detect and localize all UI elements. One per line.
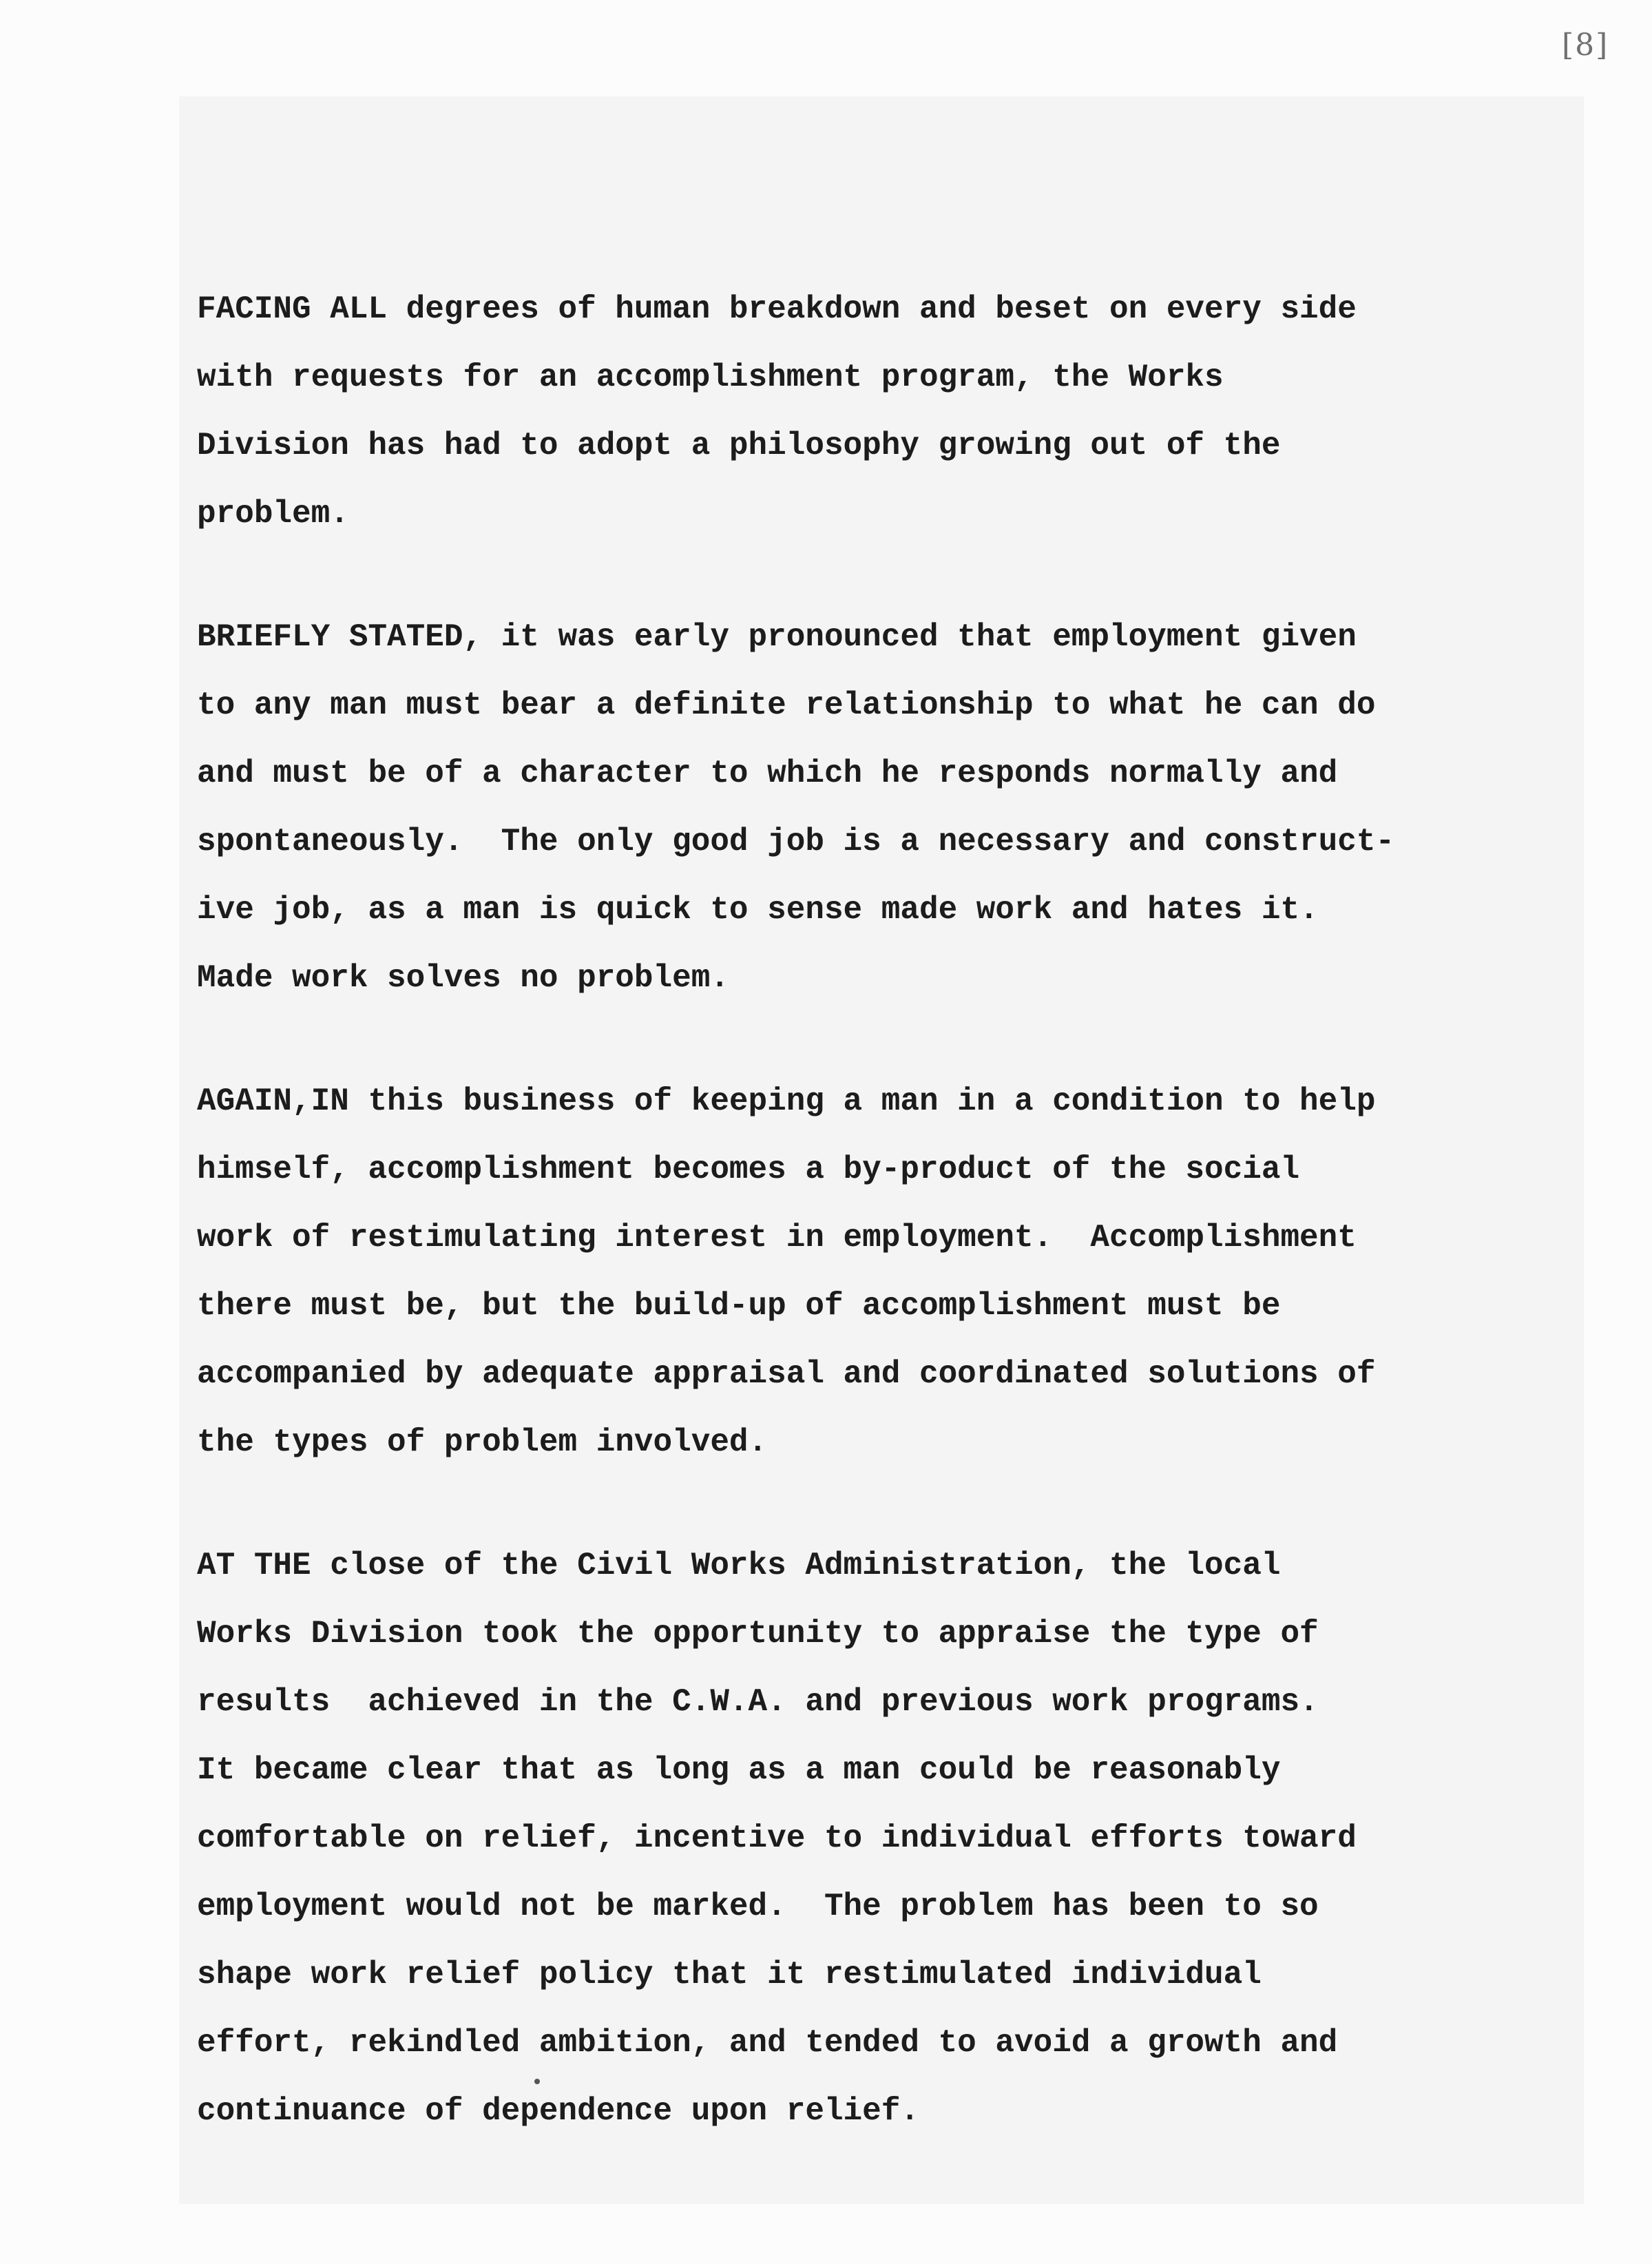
paragraph: [197, 1068, 1574, 1477]
text-line: with requests for an accomplishment program, the Works: [197, 360, 1224, 395]
text-line: and must be of a character to which he responds normally and: [197, 756, 1338, 791]
text-line: there must be, but the build-up of accomplishment must be: [197, 1288, 1281, 1324]
text-line: employment would not be marked. The problem has been to so: [197, 1889, 1319, 1924]
text-line: accompanied by adequate appraisal and coordinated solutions of: [197, 1356, 1376, 1392]
text-line: Made work solves no problem.: [197, 960, 729, 996]
text-line: AT THE close of the Civil Works Administration, the local: [197, 1548, 1281, 1583]
text-line: BRIEFLY STATED, it was early pronounced that employment given: [197, 619, 1357, 655]
paragraph-gap: [197, 548, 1574, 603]
ink-speck: [534, 2079, 540, 2084]
text-line: ive job, as a man is quick to sense made work and hates it.: [197, 892, 1319, 928]
text-line: the types of problem involved.: [197, 1424, 768, 1460]
text-line: himself, accomplishment becomes a by-product of the social: [197, 1152, 1300, 1187]
text-line: FACING ALL degrees of human breakdown and beset on every side: [197, 291, 1357, 327]
document-body: [197, 276, 1574, 2146]
page-number: [8]: [1562, 28, 1609, 63]
text-line: results achieved in the C.W.A. and previous work programs.: [197, 1684, 1319, 1720]
text-line: effort, rekindled ambition, and tended to avoid a growth and: [197, 2025, 1338, 2061]
paragraph-gap: [197, 1012, 1574, 1068]
text-line: Works Division took the opportunity to appraise the type of: [197, 1616, 1319, 1652]
text-line: work of restimulating interest in employment. Accomplishment: [197, 1220, 1357, 1256]
text-line: comfortable on relief, incentive to individual efforts toward: [197, 1820, 1357, 1856]
paragraph: [197, 276, 1574, 548]
paragraph: [197, 1532, 1574, 2146]
text-line: shape work relief policy that it restimulated individual: [197, 1957, 1262, 1993]
text-line: spontaneously. The only good job is a necessary and construct-: [197, 824, 1395, 860]
text-line: Division has had to adopt a philosophy growing out of the: [197, 428, 1281, 464]
text-line: to any man must bear a definite relationship to what he can do: [197, 687, 1376, 723]
text-line: It became clear that as long as a man could be reasonably: [197, 1752, 1281, 1788]
text-line: AGAIN,IN this business of keeping a man in a condition to help: [197, 1083, 1376, 1119]
text-line: problem.: [197, 496, 349, 532]
text-line: continuance of dependence upon relief.: [197, 2093, 919, 2129]
paragraph-gap: [197, 1477, 1574, 1532]
paragraph: [197, 603, 1574, 1012]
